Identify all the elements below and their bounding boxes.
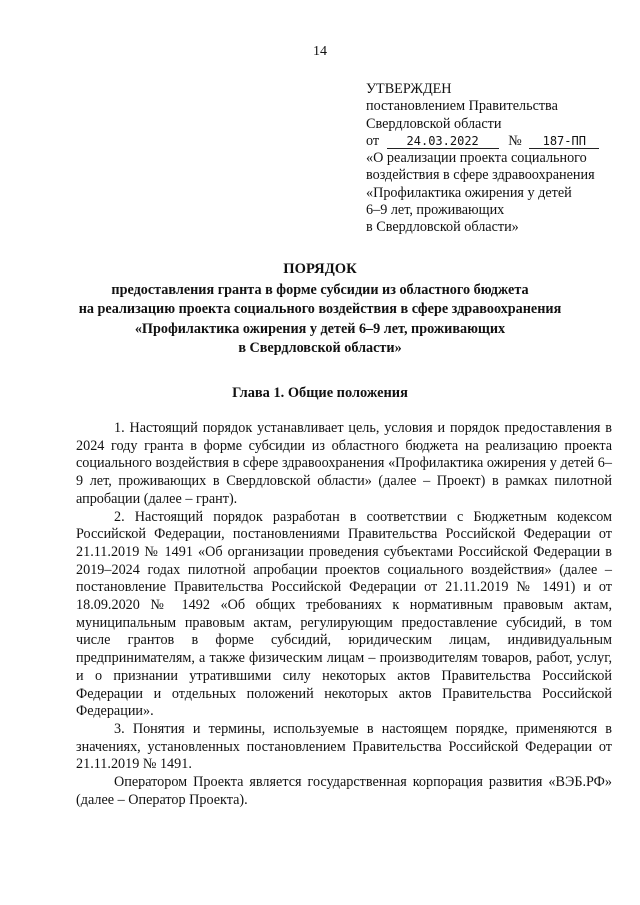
- approval-line-7: 6–9 лет, проживающих: [366, 202, 505, 219]
- number-prefix: №: [508, 132, 522, 149]
- title-line-1: предоставления гранта в форме субсидии из областного бюджета: [111, 282, 529, 299]
- approval-number: 187-ПП: [529, 135, 599, 149]
- approval-line-6: «Профилактика ожирения у детей: [366, 184, 572, 201]
- chapter-heading: Глава 1. Общие положения: [232, 385, 408, 401]
- paragraph-1: 1. Настоящий порядок устанавливает цель, условия и порядок предоставления в 2024 году гранта в форме субсидии из областного бюджета на реализацию проекта социального воздействия в сфере здравоохранения «Профилактика ожирения у детей 6–9 лет, проживающих в Свердловской области» (далее – Проект) в рамках пилотной апробации (далее – грант).: [76, 420, 612, 507]
- paragraph-2: 2. Настоящий порядок разработан в соответствии с Бюджетным кодексом Российской Федерации, постановлениями Правительства Российской Федерации от 21.11.2019 № 1491 «Об организации проведения субъектами Российской Федерации в 2019–2024 годах пилотной апробации проектов социального воздействия» (далее – постановление Правительства Российской Федерации от 21.11.2019 № 1491) и от 18.09.2020 № 1492 «Об общих требованиях к нормативным правовым актам, муниципальным правовым актам, регулирующим предоставление субсидий, в том числе грантов в форме субсидий, юридическим лицам, индивидуальным предпринимателям, а также физическим лицам – производителям товаров, работ, услуг, и о признании утратившими силу некоторых актов Правительства Российской Федерации и отдельных положений некоторых актов Правительства Российской Федерации».: [76, 508, 612, 720]
- title-line-2: на реализацию проекта социального воздействия в сфере здравоохранения: [78, 301, 562, 318]
- approval-line-8: в Свердловской области»: [366, 219, 519, 236]
- paragraph-3: 3. Понятия и термины, используемые в настоящем порядке, применяются в значениях, установленных постановлением Правительства Российской Федерации от 21.11.2019 № 1491.: [76, 720, 612, 773]
- approval-line-4: «О реализации проекта социального: [366, 150, 587, 167]
- approval-line-5: воздействия в сфере здравоохранения: [366, 167, 595, 184]
- approval-line-2: Свердловской области: [366, 115, 502, 132]
- approval-date-line: [366, 133, 626, 150]
- approval-line-1: постановлением Правительства: [366, 98, 558, 115]
- document-title: [0, 260, 640, 358]
- document-body: [76, 420, 612, 809]
- date-prefix: от: [366, 132, 380, 149]
- paragraph-4: Оператором Проекта является государственная корпорация развития «ВЭБ.РФ» (далее – Оператор Проекта).: [76, 774, 612, 808]
- title-line-4: в Свердловской области»: [238, 339, 402, 356]
- title-line-3: «Профилактика ожирения у детей 6–9 лет, проживающих: [134, 320, 506, 337]
- approval-heading: УТВЕРЖДЕН: [366, 81, 452, 97]
- page-number: 14: [313, 44, 327, 59]
- approval-date: 24.03.2022: [387, 135, 499, 149]
- title-main: ПОРЯДОК: [283, 261, 357, 277]
- approval-block: [366, 81, 626, 237]
